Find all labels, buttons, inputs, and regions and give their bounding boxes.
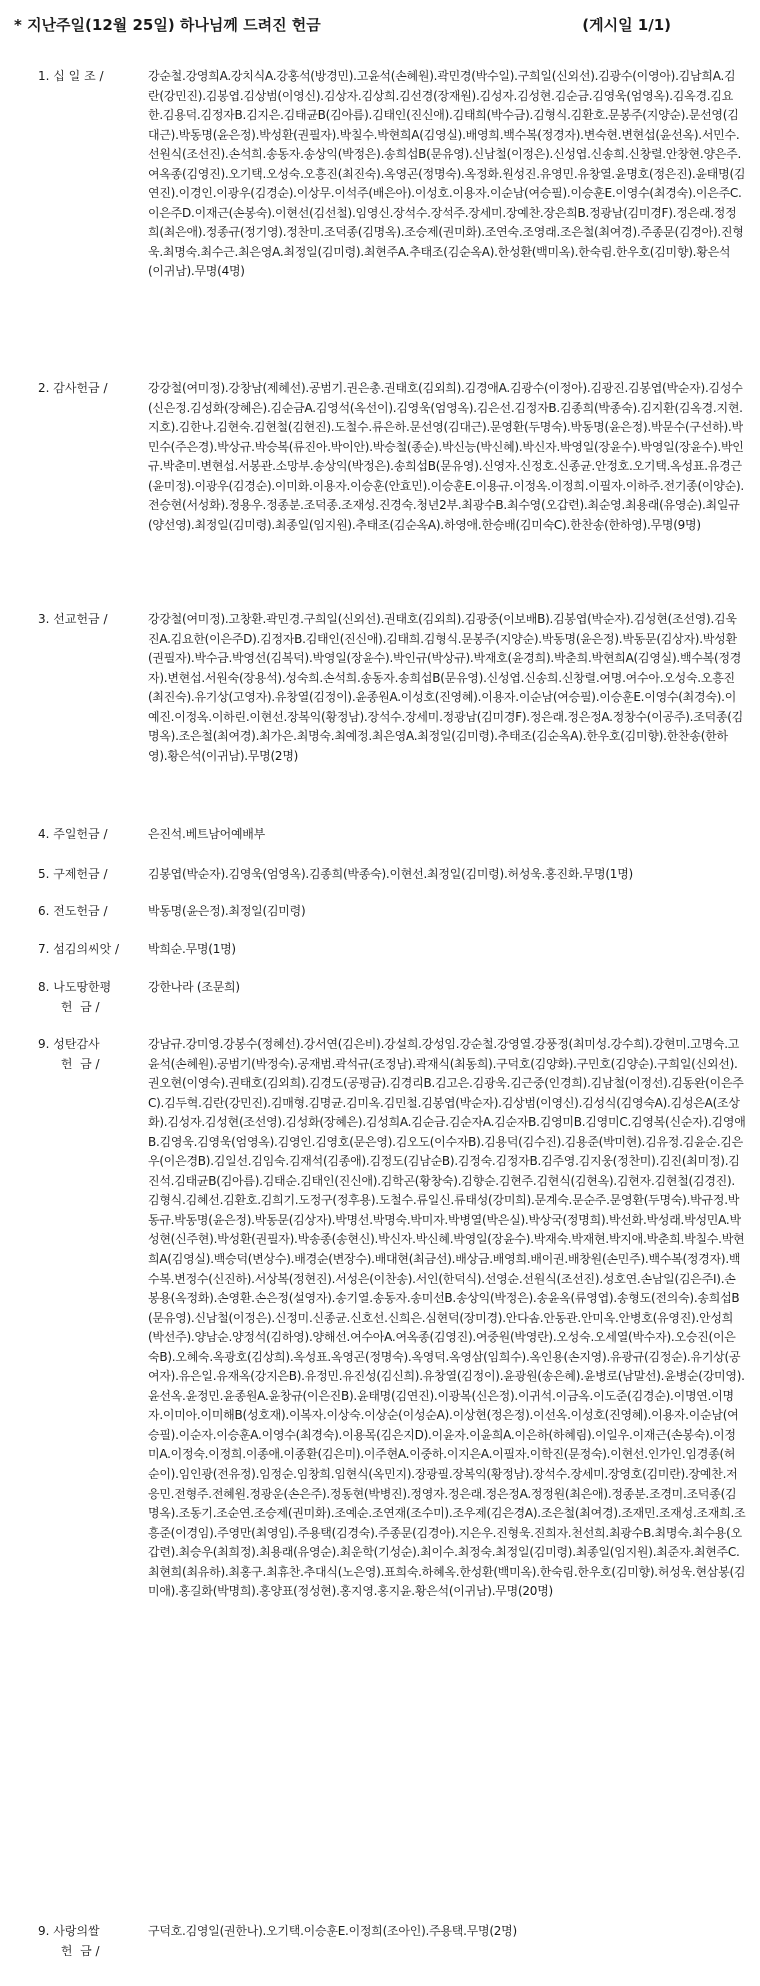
donor-list: 강한나라 (조문희)	[148, 980, 240, 994]
donor-list: 박동명(윤은정).최정일(김미령)	[148, 904, 306, 918]
header	[14, 14, 746, 35]
posting-date: (게시일 1/1)	[582, 16, 671, 34]
section-label: 9. 사랑의쌀 헌 금 /	[38, 1924, 100, 1958]
donor-list: 김봉엽(박순자).김영욱(엄영옥).김종희(박종숙).이현선.최정일(김미령).허성욱.홍진화.무명(1명)	[148, 867, 633, 881]
page-title: * 지난주일(12월 25일) 하나님께 드려진 헌금	[14, 16, 321, 34]
donor-list: 구덕호.김영일(권한나).오기택.이승훈E.이정희(조아인).주용택.무명(2명)	[148, 1924, 517, 1938]
section-label: 5. 구제헌금 /	[38, 867, 108, 881]
donor-list: 강강철(여미정).강창남(제혜선).공범기.권은총.권태호(김외희).김경애A.김광수(이정아).김광진.김봉엽(박순자).김성수(신은정.김성화(장혜은).김순금A.김영석(옥선이).김영욱(엄영옥).김은선.김정자B.김종희(박종숙).김지환(김옥경.지현.지호).김한나.김현숙.김현철(김현진).도철수.류은하.문선영(김대근).문영환(두명숙).박동명(윤은정).박문수(구선하).박민수(주은경).박상규.박승복(류진아.박이안).박승철(종순).박신능(박신혜).박신자.박영일(장윤수).박영일(장윤수).박인규.박춘미.변현섭.서봉관.소망부.송상익(박정은).송희섭B(문유영).신영자.신정호.신종균.안정호.오기택.옥성표.유경근(윤미정).이광우(김경순).이미화.이용자.이승훈(안효민).이승훈E.이용규.이정옥.이정희.이필자.이하주.전기종(이양순).전승현(서성화).정용우.정종분.조덕종.조재성.진경숙.청년2부.최광수B.최수영(오갑련).최순영.최용래(유영순).최일규(양선영).최정일(김미령).최종일(임지원).추태조(김순옥A).하영애.한승배(김미숙C).한찬송(한하영).무명(9명)	[148, 381, 744, 532]
donor-list: 강남규.강미영.강봉수(정혜선).강서연(김은비).강설희.강성임.강순철.강영열.강풍정(최미성.강수희).강현미.고명숙.고윤석(손혜원).공범기(박정숙).공재범.곽석규(조정남).곽재식(최동희).구덕호(김양화).구민호(김양순).구희일(신외선).권오현(이영숙).권태호(김외희).김경도(공평금).김경리B.김고은.김광욱.김근중(인경희).김남철(이정선).김동완(이은주C).김두혁.김란(강민진).김매형.김명균.김미옥.김민철.김봉엽(박순자).김상범(이영신).김성식(김영숙A).김성은A(조상화).김성자.김성현(조선영).김성화(장혜은).김성희A.김순금.김순자A.김순자B.김영미B.김영미C.김영복(신순자).김영애B.김영욱.김영욱(엄영옥).김영인.김영호(문은영).김오도(이수자B).김용덕(김수진).김용준(박미현).김유정.김윤순.김은우(이은경B).김일선.김임숙.김재석(김종애).김정도(김남순B).김정숙.김정자B.김주영.김지웅(정찬미).김진(최미정).김진석.김태균B(김아름).김태순.김태인(진신애).김학곤(황창숙).김향순.김현주.김현식(김현옥).김현자.김현철(김경진).김형식.김혜선.김환호.김희기.도정구(정후용).도철수.류일신.류태성(강미희).문계숙.문순주.문영환(두명숙).박규정.박동규.박동명(윤은정).박동문(김상자).박명선.박명숙.박미자.박병열(박은실).박상국(정명희).박선화.박성래.박성민A.박성현(신주현).박성환(권필자).박송종(송현신).박신자.박신혜.박영일(장윤수).박재숙.박재현.박지애.박춘희.박칠수.박현희A(김영실).백승덕(변상수).배경순(변장수).배대현(최금선).배상금.배영희.배이권.배창원(손민주).백수복(정경자).백수복.변정수(신진하).서상복(정현진).서성은(이찬송).서인(한덕식).선영순.선원식(조선진).성호연.손남일(김은주I).손봉용(옥정화).손영환.손은정(설영자).송기열.송동자.송미선B.송상익(박정은).송윤옥(류영엽).송형도(전의숙).송희섭B(문유영).신남철(이정은).신정미.신종균.신호선.신희은.심현덕(장미경).안다솜.안동관.안미옥.안병호(유영진).안성희(박선주).양남순.양정석(김하영).양해선.여수아A.여옥종(김영진).여중원(박영란).오성숙.오세열(박수자).오승진(이은숙B).오혜숙.옥광호(김상희).옥성표.옥영곤(정명숙).옥영덕.옥영삼(임희수).옥인용(손지영).유광규(김정순).유기상(공여자).유은일.유재옥(강지은B).유정민.유진성(김신희).유창열(김정이).윤광원(송은혜).윤병로(남말선).윤병순(강미영).윤선옥.윤정민.윤종원A.윤창규(이은진B).윤태명(김연진).이광복(신은정).이귀석.이금옥.이도준(김경순).이명연.이명자.이미아.이미해B(성호재).이복자.이상숙.이상순(이성순A).이상현(정은정).이선옥.이성호(진영혜).이용자.이순남(여승필).이순자.이승훈A.이영수(최경숙).이용목(김은지D).이윤자.이윤희A.이은하(하혜림).이일우.이재근(손봉숙).이정미A.이정숙.이정희.이종애.이종환(김은미).이주현A.이중하.이지은A.이필자.이학진(문정숙).이현선.인가인.임경종(허순이).임인광(전유정).임정순.임창희.임현식(옥민지).장광필.장복익(황정남).장석수.장세미.장영호(김미란).장예찬.저응민.전형주.전혜원.정광운(손은주).정동현(박병진).정영자.정은래.정은정A.정정원(최은애).정종분.조경미.조덕종(김명옥).조동기.조순연.조승제(권미화).조예순.조연재(조수미).조우제(김은경A).조은철(최여경).조재민.조재성.조재희.조흥준(이경임).주영만(최영임).주용택(김경숙).주종문(김경아).지은우.진형욱.진희자.천선희.최광수B.최명숙.최수용(오갑련).최승우(최희정).최용래(유영순).최운학(기성순).최이수.최정숙.최정일(김미령).최종일(임지원).최준자.최현주C.최현희(최유하).최홍구.최휴찬.추대식(노은영).표희숙.하혜옥.한성환(백미옥).한숙림.한우호(김미향).허성욱.현삼봉(김미애).홍길화(박명희).홍양표(정성현).홍지영.홍지윤.황은석(이귀남).무명(20명)	[148, 1037, 746, 1599]
section-label: 7. 섬김의씨앗 /	[38, 942, 120, 956]
section-label: 8. 나도땅한평 헌 금 /	[38, 980, 112, 1014]
section-label: 1. 십 일 조 /	[38, 69, 104, 83]
donor-list: 박희순.무명(1명)	[148, 942, 236, 956]
section-label: 3. 선교헌금 /	[38, 612, 108, 626]
section-label: 6. 전도헌금 /	[38, 904, 108, 918]
section-label: 4. 주일헌금 /	[38, 827, 108, 841]
donor-list: 은진석.베트남어예배부	[148, 827, 265, 841]
section-label: 9. 성탄감사 헌 금 /	[38, 1037, 100, 1071]
donor-list: 강순철.강영희A.강치식A.강홍석(방경민).고윤석(손혜원).곽민경(박수일).구희일(신외선).김광수(이영아).김남희A.김란(강민진).김봉엽.김상범(이영신).김상자.김상희.김선경(장재원).김성자.김성현.김순금.김영욱(엄영옥).김옥경.김요한.김용덕.김정자B.김지은.김태균B(김아름).김태인(진신애).김태희(박수금).김형식.김환호.문봉주(지양순).문선영(김대근).박동명(윤은정).박성환(권필자).박칠수.박현희A(김영실).배영희.백수복(정경자).변숙현.변현섭(윤선옥).서민수.선원식(조선진).손석희.송동자.송상익(박정은).송희섭B(문유영).신남철(이정은).신성엽.신송희.신창렬.안창현.양은주.여옥종(김영진).오기택.오성숙.오흥진(최진숙).옥영곤(정명숙).옥정화.원성진.유영민.유창열.윤명호(정은진).윤태명(김연진).이경인.이광우(김경순).이상무.이석주(배은아).이성호.이용자.이순남(여승필).이승훈E.이영수(최경숙).이은주C.이은주D.이재근(손봉숙).이현선(김선철).임영신.장석수.장석주.장세미.장예찬.장은희B.정광남(김미경F).정은래.정정희(최은애).정종규(정기영).정찬미.조덕종(김명옥).조승제(권미화).조연숙.조영래.조은철(최여경).주종문(김경아).진형욱.최명숙.최수근.최은영A.최정일(김미령).최현주A.추태조(김순옥A).한성환(백미옥).한숙림.한우호(김미향).황은석(이귀남).무명(4명)	[148, 69, 746, 279]
donor-list: 강강철(여미정).고창환.곽민경.구희일(신외선).권태호(김외희).김광중(이보배B).김봉엽(박순자).김성현(조선영).김욱진A.김요한(이은주D).김정자B.김태인(진신애).김태희.김형식.문봉주(지양순).박동명(윤은정).박동문(김상자).박성환(권필자).박수금.박영선(김복덕).박영일(장윤수).박인규(박상규).박재호(윤경희).박춘희.박현희A(김영실).백수복(정경자).변현섭.서원숙(장용석).성숙희.손석희.송동자.송희섭B(문유영).신성엽.신송희.신창렬.여명.여수아.오성숙.오흥진(최진숙).유기상(고영자).유창열(김정이).윤종원A.이성호(진영혜).이용자.이순남(여승필).이승훈E.이영수(최경숙).이예진.이정옥.이하린.이현선.장복익(황정남).장석수.장세미.정광남(김미경F).정은래.정은정A.정창수(이공주).조덕종(김명옥).조은철(최여경).최가은.최명숙.최예정.최은영A.최정일(김미령).추태조(김순옥A).한우호(김미향).한찬송(한하영).황은석(이귀남).무명(2명)	[148, 612, 744, 763]
section-label: 2. 감사헌금 /	[38, 381, 108, 395]
